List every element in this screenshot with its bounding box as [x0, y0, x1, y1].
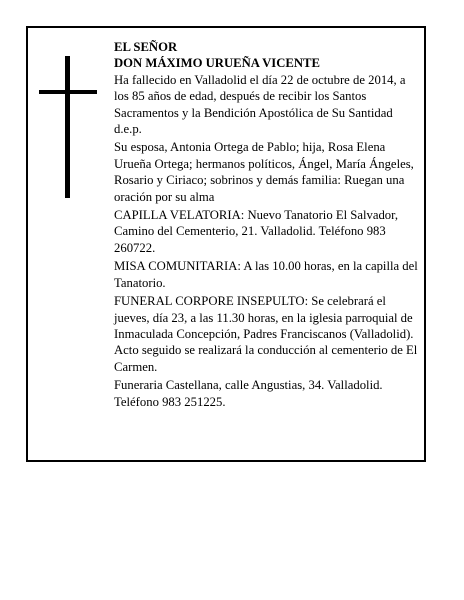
wake-chapel-info: CAPILLA VELATORIA: Nuevo Tanatorio El Salvador, Camino del Cementerio, 21. Valladolid. Teléfono 983 260722. [114, 208, 399, 255]
latin-cross-icon [39, 56, 97, 198]
cross-vertical-bar [65, 56, 70, 198]
funeral-home-info: Funeraria Castellana, calle Angustias, 34. Valladolid. Teléfono 983 251225. [114, 378, 383, 409]
deceased-name: DON MÁXIMO URUEÑA VICENTE [114, 56, 320, 71]
notice-body [114, 39, 420, 412]
death-announcement: Ha fallecido en Valladolid el día 22 de octubre de 2014, a los 85 años de edad, después de recibir los Santos Sacramentos y la Bendición Apostólica de Su Santidad d.e.p. [114, 72, 406, 137]
community-mass-info: MISA COMUNITARIA: A las 10.00 horas, en la capilla del Tanatorio. [114, 259, 418, 290]
cross-horizontal-bar [39, 90, 97, 94]
family-paragraph: Su esposa, Antonia Ortega de Pablo; hija, Rosa Elena Urueña Ortega; hermanos políticos, Ángel, María Ángeles, Rosario y Ciriaco; sobrinos y demás familia: Ruegan una oración por su alma [114, 140, 414, 204]
funeral-info: FUNERAL CORPORE INSEPULTO: Se celebrará el jueves, día 23, a las 11.30 horas, en la iglesia parroquial de Inmaculada Concepción, Padres Franciscanos (Valladolid). Acto seguido se realizará la conducción al cementerio de El Carmen. [114, 294, 418, 374]
notice-title-line1: EL SEÑOR [114, 40, 178, 54]
obituary-notice [26, 26, 426, 462]
